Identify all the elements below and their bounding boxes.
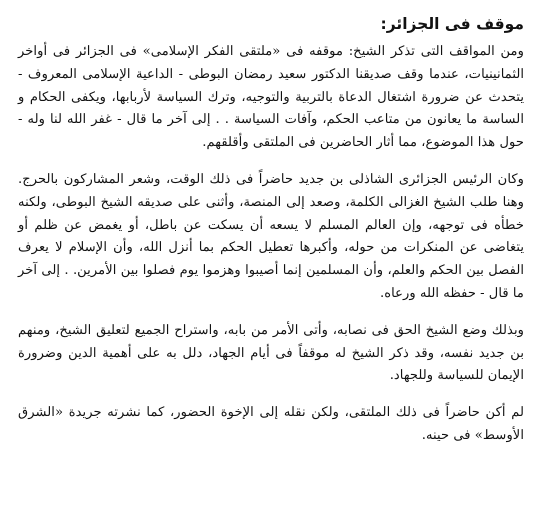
paragraph-3: وبذلك وضع الشيخ الحق فى نصابه، وأتى الأمر من بابه، واستراح الجميع لتعليق الشيخ، ومنهم بن جديد نفسه، وقد ذكر الشيخ له موقفاً فى أيام الجهاد، دلل به على أهمية الدين وضرورة الإيمان للسياسة وللجهاد. [18, 322, 524, 384]
paragraph-1: ومن المواقف التى تذكر الشيخ: موقفه فى «ملتقى الفكر الإسلامى» فى الجزائر فى أواخر الثمانينيات، عندما وقف صديقنا الدكتور سعيد رمضان البوطى - الداعية الإسلامى المعروف - يتحدث عن ضرورة اشتغال الدعاة بالتربية والتوجيه، وترك السياسة لأربابها، ويكفى الحكام و الساسة ما يعانون من متاعب الحكم، وآفات السياسة . . إلى آخر ما قال - غفر الله لنا وله - حول هذا الموضوع، مما أثار الحاضرين فى الملتقى وأقلقهم. [18, 44, 524, 151]
paragraph-4: لم أكن حاضراً فى ذلك الملتقى، ولكن نقله إلى الإخوة الحضور، كما نشرته جريدة «الشرق الأوسط» فى حينه. [18, 405, 524, 443]
section-heading: موقف فى الجزائر: [380, 15, 524, 33]
paragraph-2: وكان الرئيس الجزائرى الشاذلى بن جديد حاضراً فى ذلك الوقت، وشعر المشاركون بالحرج. وهنا طلب الشيخ الغزالى الكلمة، وصعد إلى المنصة، وأثنى على صديقه الشيخ البوطى، ولكنه خطأه فى توجهه، وإن العالم المسلم لا يسعه أن يسكت عن باطل، أو يغمض عن ظلم أو يتغاضى عن المنكرات من حوله، وأكبرها تعطيل الحكم بما أنزل الله، وأن الإسلام لا يعرف الفصل بين الحكم والعلم، وأن المسلمين إنما أصيبوا وهزموا يوم فصلوا بين الأمرين. . إلى آخر ما قال - حفظه الله ورعاه. [18, 171, 524, 301]
